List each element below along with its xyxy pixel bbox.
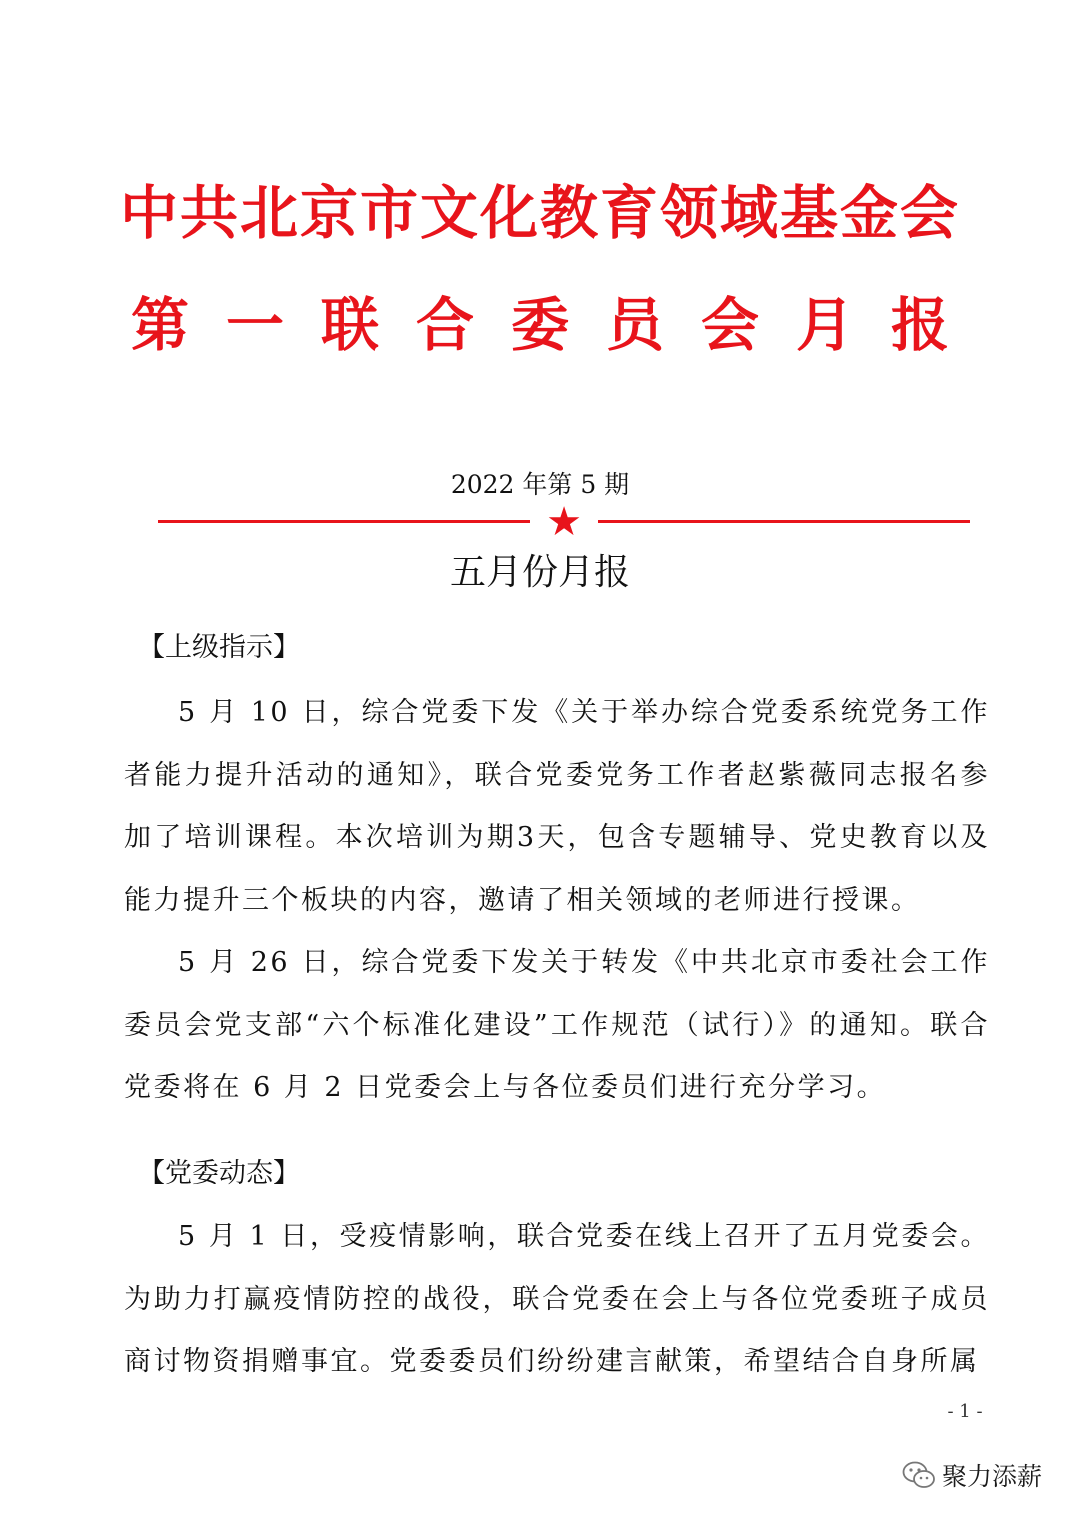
- paragraph: 5 月 10 日，综合党委下发《关于举办综合党委系统党务工作者能力提升活动的通知》，联合党委党务工作者赵紫薇同志报名参加了培训课程。本次培训为期3天，包含专题辅导、党史教育以及能力提升三个板块的内容，邀请了相关领域的老师进行授课。: [124, 697, 990, 916]
- red-rule-left: [158, 520, 530, 523]
- title-line-2: 第一联合委员会月报: [130, 291, 986, 359]
- title-line-1: 中共北京市文化教育领域基金会: [119, 179, 960, 247]
- watermark: [902, 1455, 1042, 1495]
- section-heading-superior-instructions: 【上级指示】: [138, 632, 300, 663]
- section-heading-party-committee-news: 【党委动态】: [138, 1158, 300, 1189]
- paragraph: 5 月 1 日，受疫情影响，联合党委在线上召开了五月党委会。为助力打赢疫情防控的战役，联合党委在会上与各位党委班子成员商讨物资捐赠事宜。党委委员们纷纷建言献策，希望结合自身所属: [124, 1221, 990, 1377]
- report-subtitle: 五月份月报: [449, 552, 630, 593]
- paragraph: 5 月 26 日，综合党委下发关于转发《中共北京市委社会工作委员会党支部“六个标准化建设”工作规范（试行）》的通知。联合党委将在 6 月 2 日党委会上与各位委员们进行充分学习。: [124, 947, 990, 1103]
- page-number: - 1 -: [947, 1401, 983, 1422]
- wechat-icon: [902, 1460, 936, 1490]
- red-rule-right: [598, 520, 970, 523]
- issue-number: 2022 年第 5 期: [450, 470, 630, 499]
- star-icon: ★: [546, 499, 582, 545]
- watermark-text: 聚力添薪: [942, 1462, 1043, 1491]
